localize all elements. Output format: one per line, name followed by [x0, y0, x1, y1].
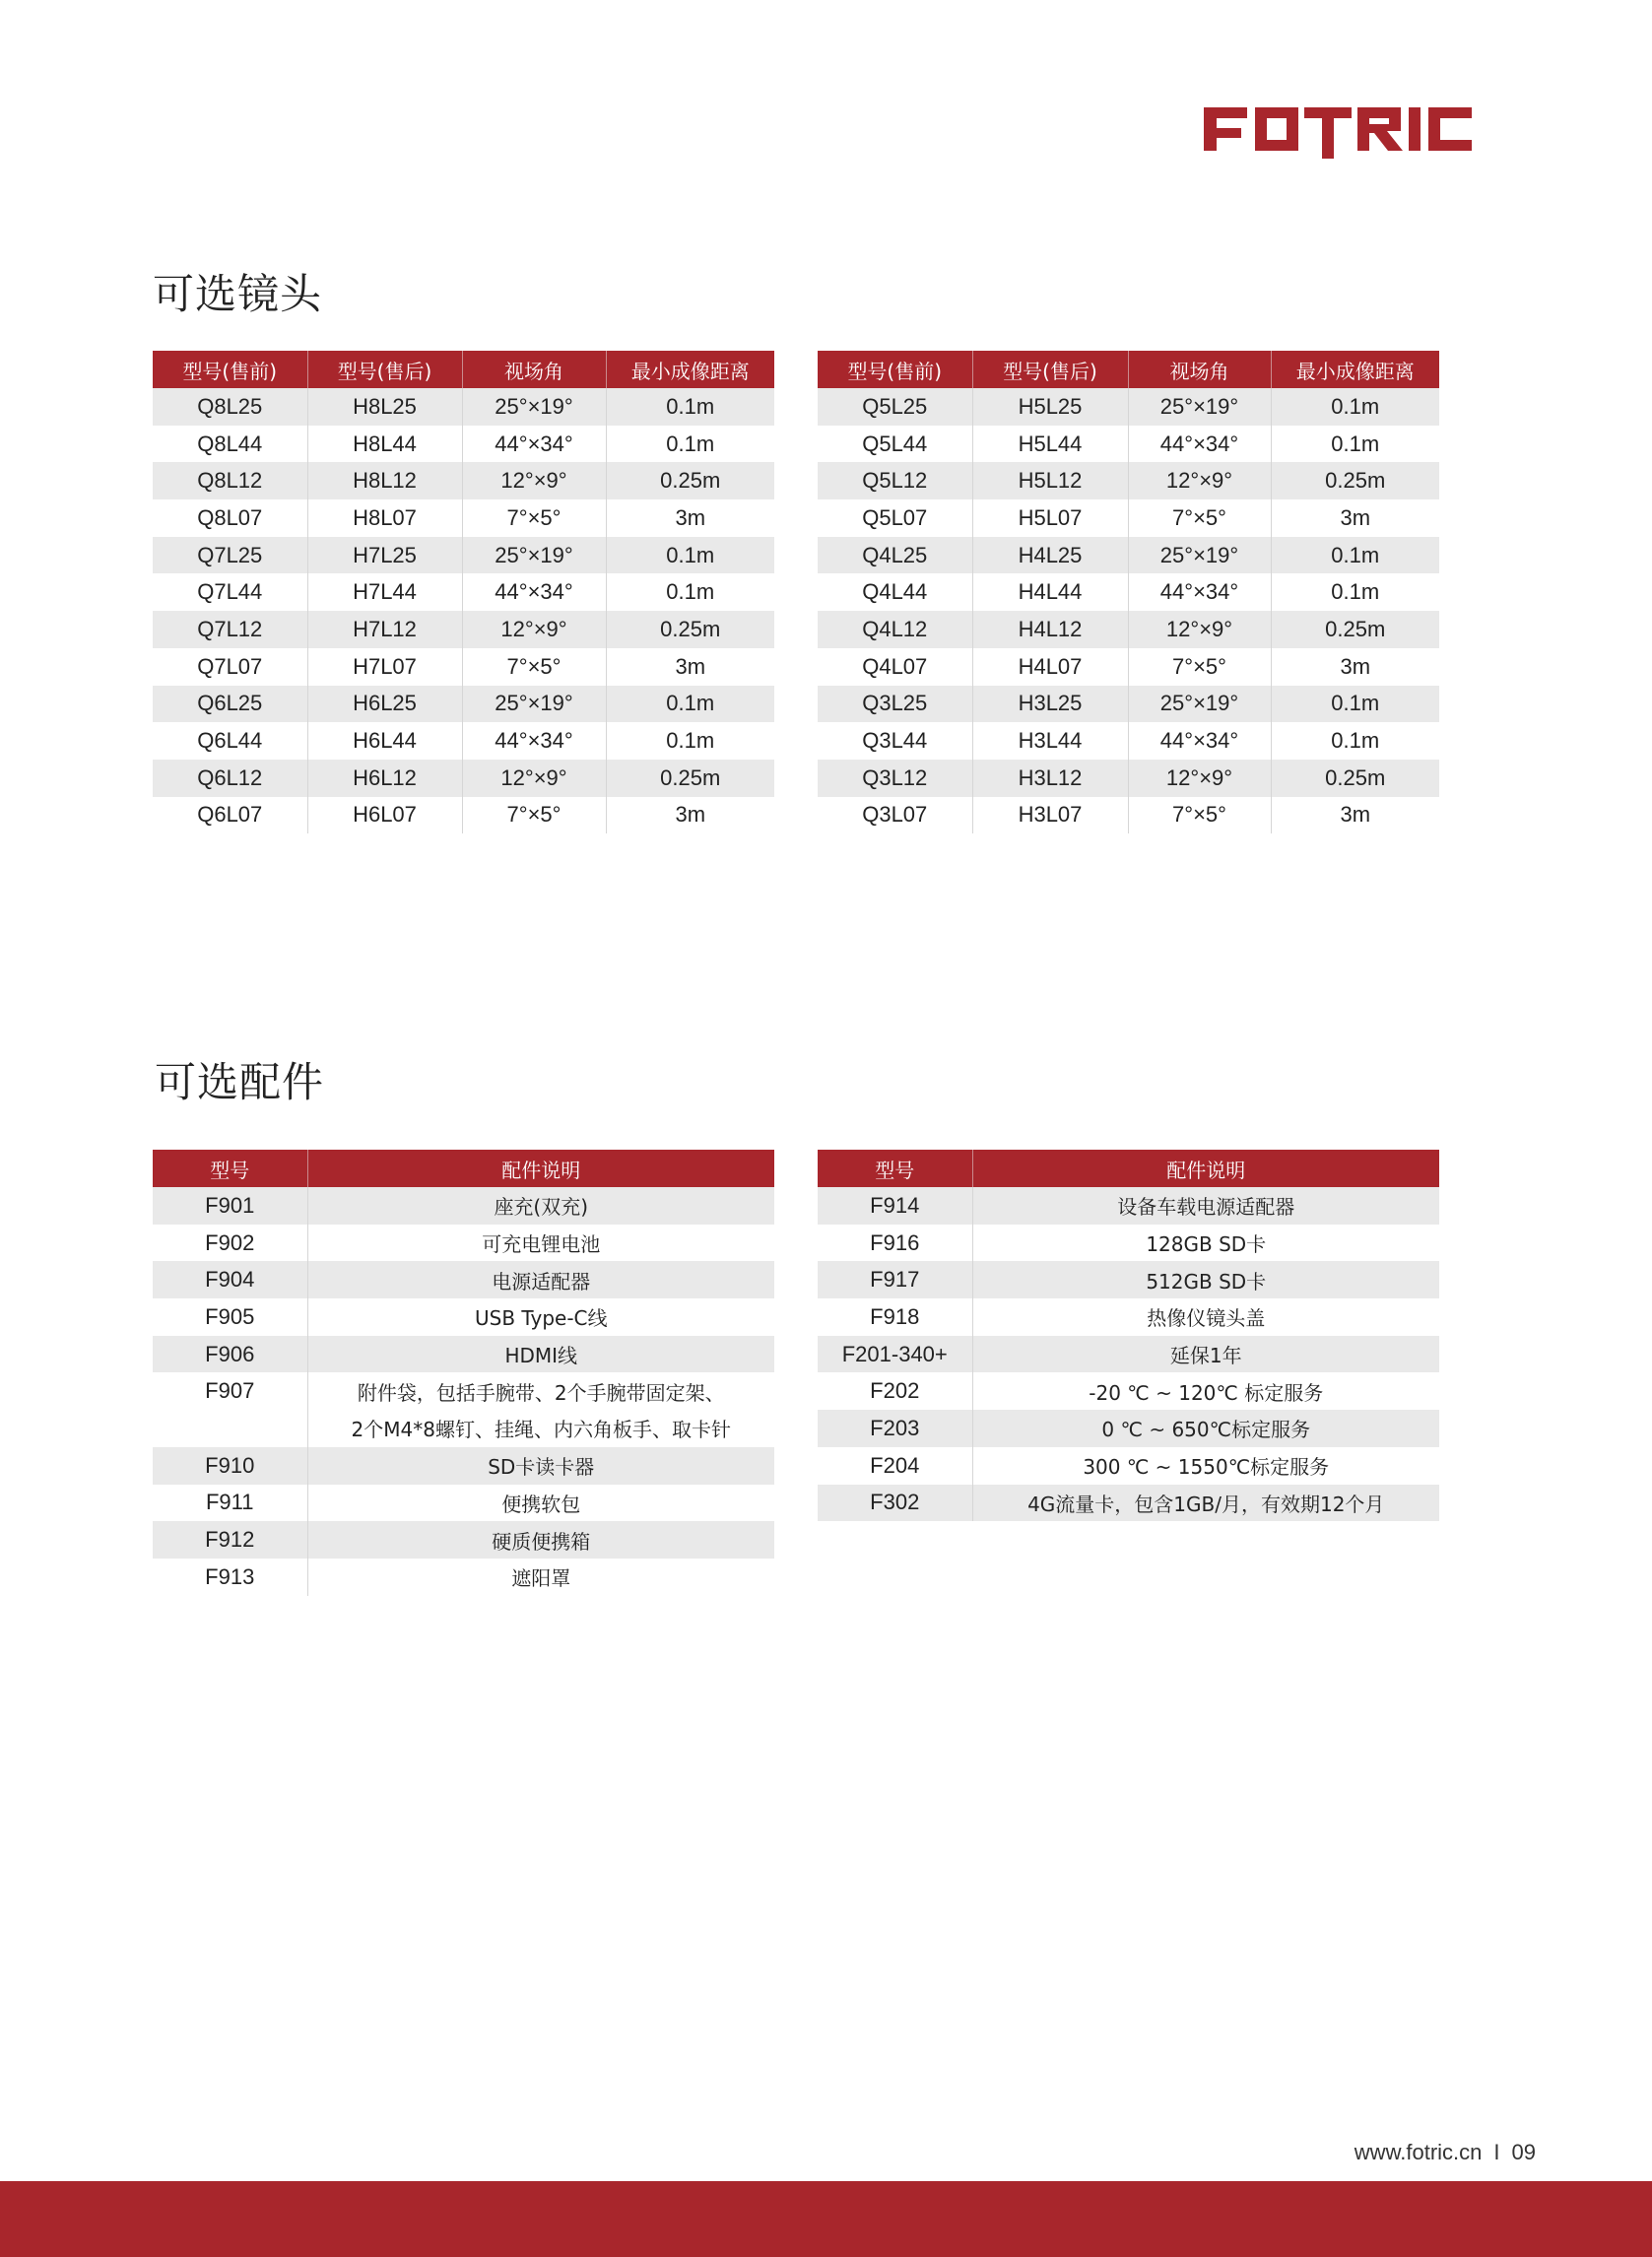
table-cell: 0.25m — [606, 611, 774, 648]
table-cell: 0.25m — [606, 760, 774, 797]
table-cell: H8L25 — [307, 388, 462, 426]
table-cell: Q6L25 — [153, 686, 307, 723]
table-cell: 12°×9° — [462, 611, 606, 648]
table-cell: 附件袋，包括手腕带、2个手腕带固定架、 — [307, 1372, 774, 1410]
accessory-table-left — [153, 1150, 774, 1596]
table-row — [818, 1187, 1439, 1225]
table-cell: 12°×9° — [462, 462, 606, 499]
table-row — [153, 388, 774, 426]
table-cell: Q5L12 — [818, 462, 972, 499]
table-cell: H3L12 — [972, 760, 1128, 797]
table-cell: Q3L12 — [818, 760, 972, 797]
table-cell: F918 — [818, 1298, 972, 1336]
table-cell: 128GB SD卡 — [972, 1225, 1439, 1262]
table-row — [818, 1447, 1439, 1485]
table-cell: 44°×34° — [462, 426, 606, 463]
table-cell: H4L12 — [972, 611, 1128, 648]
table-cell: 0.1m — [1271, 722, 1439, 760]
table-cell: Q5L44 — [818, 426, 972, 463]
table-cell: Q3L25 — [818, 686, 972, 723]
table-cell: F912 — [153, 1521, 307, 1559]
table-cell: Q8L07 — [153, 499, 307, 537]
table-cell: 0 ℃ ~ 650℃标定服务 — [972, 1410, 1439, 1447]
table-cell: 硬质便携箱 — [307, 1521, 774, 1559]
table-row — [153, 499, 774, 537]
table-cell: Q4L25 — [818, 537, 972, 574]
column-header: 型号(售前) — [818, 351, 972, 388]
table-cell: Q8L44 — [153, 426, 307, 463]
table-cell: H7L44 — [307, 573, 462, 611]
table-row — [153, 1298, 774, 1336]
table-cell: F901 — [153, 1187, 307, 1225]
table-cell: F203 — [818, 1410, 972, 1447]
table-cell: Q8L12 — [153, 462, 307, 499]
table-row — [818, 1298, 1439, 1336]
table-row — [818, 1372, 1439, 1410]
table-cell: 3m — [606, 499, 774, 537]
table-row — [153, 1261, 774, 1298]
table-cell: 25°×19° — [462, 686, 606, 723]
table-row — [818, 388, 1439, 426]
table-row — [153, 797, 774, 834]
column-header: 型号(售后) — [972, 351, 1128, 388]
table-cell: 座充(双充) — [307, 1187, 774, 1225]
table-cell: 延保1年 — [972, 1336, 1439, 1373]
table-cell: 12°×9° — [1128, 462, 1271, 499]
table-cell: F201-340+ — [818, 1336, 972, 1373]
table-cell: 0.1m — [606, 388, 774, 426]
table-row — [153, 722, 774, 760]
table-cell: H3L25 — [972, 686, 1128, 723]
column-header: 视场角 — [462, 351, 606, 388]
table-row — [153, 537, 774, 574]
accessory-section-title: 可选配件 — [155, 1058, 325, 1106]
table-cell: 0.25m — [1271, 760, 1439, 797]
table-row — [153, 1336, 774, 1373]
column-header: 视场角 — [1128, 351, 1271, 388]
table-cell: H4L07 — [972, 648, 1128, 686]
table-row — [818, 686, 1439, 723]
table-cell: 12°×9° — [1128, 760, 1271, 797]
table-cell: Q6L12 — [153, 760, 307, 797]
table-row — [818, 1225, 1439, 1262]
table-cell: F906 — [153, 1336, 307, 1373]
table-cell: 0.1m — [1271, 573, 1439, 611]
column-header: 型号 — [818, 1150, 972, 1187]
table-cell: 0.1m — [606, 686, 774, 723]
table-cell: 7°×5° — [1128, 648, 1271, 686]
column-header: 配件说明 — [307, 1150, 774, 1187]
table-cell: H5L44 — [972, 426, 1128, 463]
table-cell: Q7L12 — [153, 611, 307, 648]
table-cell: 设备车载电源适配器 — [972, 1187, 1439, 1225]
table-cell: SD卡读卡器 — [307, 1447, 774, 1485]
column-header: 配件说明 — [972, 1150, 1439, 1187]
table-row — [153, 1187, 774, 1225]
footer-separator: I — [1493, 2140, 1500, 2164]
table-row — [153, 760, 774, 797]
table-row — [818, 499, 1439, 537]
table-cell: 3m — [1271, 499, 1439, 537]
table-cell: 0.1m — [1271, 686, 1439, 723]
table-cell: F917 — [818, 1261, 972, 1298]
table-cell: 12°×9° — [462, 760, 606, 797]
table-cell: 44°×34° — [1128, 426, 1271, 463]
table-cell: Q6L44 — [153, 722, 307, 760]
table-cell: H8L07 — [307, 499, 462, 537]
column-header: 型号 — [153, 1150, 307, 1187]
table-cell: Q4L07 — [818, 648, 972, 686]
table-row — [153, 1521, 774, 1559]
table-row — [818, 722, 1439, 760]
table-cell: H8L44 — [307, 426, 462, 463]
table-cell: 3m — [1271, 648, 1439, 686]
table-row — [153, 462, 774, 499]
column-header: 最小成像距离 — [1271, 351, 1439, 388]
table-cell: H4L25 — [972, 537, 1128, 574]
table-row — [153, 426, 774, 463]
table-row — [153, 1372, 774, 1410]
page-footer — [1355, 2140, 1536, 2165]
table-cell: Q7L25 — [153, 537, 307, 574]
table-cell: 0.1m — [606, 426, 774, 463]
table-cell: 4G流量卡，包含1GB/月，有效期12个月 — [972, 1485, 1439, 1522]
table-cell: 0.1m — [1271, 537, 1439, 574]
website-link[interactable]: www.fotric.cn — [1354, 2140, 1483, 2164]
table-cell: 25°×19° — [1128, 537, 1271, 574]
page-number: 09 — [1511, 2140, 1536, 2164]
table-cell: Q4L44 — [818, 573, 972, 611]
table-cell: 0.1m — [1271, 426, 1439, 463]
table-cell: F905 — [153, 1298, 307, 1336]
table-cell: 7°×5° — [462, 797, 606, 834]
table-cell: Q6L07 — [153, 797, 307, 834]
table-cell: 可充电锂电池 — [307, 1225, 774, 1262]
table-cell: 7°×5° — [462, 499, 606, 537]
table-cell: 7°×5° — [1128, 797, 1271, 834]
column-header: 型号(售前) — [153, 351, 307, 388]
table-cell: 电源适配器 — [307, 1261, 774, 1298]
table-cell: 300 ℃ ~ 1550℃标定服务 — [972, 1447, 1439, 1485]
table-cell: 2个M4*8螺钉、挂绳、内六角板手、取卡针 — [307, 1410, 774, 1447]
table-row — [818, 648, 1439, 686]
fotric-logo — [1204, 101, 1486, 161]
table-cell: F204 — [818, 1447, 972, 1485]
table-cell: 0.25m — [1271, 462, 1439, 499]
table-row — [153, 573, 774, 611]
table-cell: 12°×9° — [1128, 611, 1271, 648]
table-cell: F914 — [818, 1187, 972, 1225]
table-cell: Q7L44 — [153, 573, 307, 611]
table-cell: F202 — [818, 1372, 972, 1410]
table-cell: 0.1m — [606, 722, 774, 760]
table-row — [818, 537, 1439, 574]
table-cell: 25°×19° — [462, 537, 606, 574]
table-row — [153, 1485, 774, 1522]
table-row — [818, 1485, 1439, 1522]
table-cell: 44°×34° — [1128, 722, 1271, 760]
lens-table-right — [818, 351, 1439, 833]
table-cell: H6L12 — [307, 760, 462, 797]
table-cell: Q4L12 — [818, 611, 972, 648]
table-cell: 3m — [1271, 797, 1439, 834]
table-row — [818, 797, 1439, 834]
table-row — [153, 686, 774, 723]
table-row — [153, 1225, 774, 1262]
lens-table-left — [153, 351, 774, 833]
table-cell: 0.1m — [1271, 388, 1439, 426]
table-cell: 44°×34° — [462, 573, 606, 611]
table-cell: 3m — [606, 797, 774, 834]
table-cell: H6L44 — [307, 722, 462, 760]
table-cell: H7L12 — [307, 611, 462, 648]
table-row — [818, 1336, 1439, 1373]
table-row — [153, 611, 774, 648]
table-cell: H4L44 — [972, 573, 1128, 611]
table-cell: HDMI线 — [307, 1336, 774, 1373]
table-cell: Q3L44 — [818, 722, 972, 760]
table-cell: Q5L07 — [818, 499, 972, 537]
table-cell: 25°×19° — [462, 388, 606, 426]
table-cell: -20 ℃ ~ 120℃ 标定服务 — [972, 1372, 1439, 1410]
table-cell: 512GB SD卡 — [972, 1261, 1439, 1298]
table-cell: 7°×5° — [1128, 499, 1271, 537]
table-cell: H5L07 — [972, 499, 1128, 537]
table-cell: H3L07 — [972, 797, 1128, 834]
table-cell: 7°×5° — [462, 648, 606, 686]
footer-bar — [0, 2181, 1652, 2257]
table-cell: 25°×19° — [1128, 686, 1271, 723]
table-cell: H6L07 — [307, 797, 462, 834]
accessory-table-right — [818, 1150, 1439, 1521]
table-cell: 遮阳罩 — [307, 1559, 774, 1596]
table-cell: 0.25m — [1271, 611, 1439, 648]
table-cell: H8L12 — [307, 462, 462, 499]
table-cell: F913 — [153, 1559, 307, 1596]
table-cell: H5L25 — [972, 388, 1128, 426]
table-cell: Q7L07 — [153, 648, 307, 686]
table-row — [818, 611, 1439, 648]
table-cell: F302 — [818, 1485, 972, 1522]
column-header: 最小成像距离 — [606, 351, 774, 388]
table-cell: 44°×34° — [462, 722, 606, 760]
table-cell: 25°×19° — [1128, 388, 1271, 426]
table-row — [153, 1410, 774, 1447]
table-row — [818, 426, 1439, 463]
table-cell: H5L12 — [972, 462, 1128, 499]
table-cell: Q5L25 — [818, 388, 972, 426]
table-cell: Q8L25 — [153, 388, 307, 426]
table-cell: H3L44 — [972, 722, 1128, 760]
table-cell: 0.1m — [606, 573, 774, 611]
lens-section-title: 可选镜头 — [153, 270, 323, 318]
table-cell: 热像仪镜头盖 — [972, 1298, 1439, 1336]
table-row — [818, 1410, 1439, 1447]
table-cell: F904 — [153, 1261, 307, 1298]
table-cell: F911 — [153, 1485, 307, 1522]
table-row — [153, 1559, 774, 1596]
table-cell: H6L25 — [307, 686, 462, 723]
table-row — [818, 760, 1439, 797]
table-cell: 3m — [606, 648, 774, 686]
table-row — [153, 648, 774, 686]
column-header: 型号(售后) — [307, 351, 462, 388]
table-cell: F907 — [153, 1372, 307, 1410]
table-cell: 0.25m — [606, 462, 774, 499]
table-cell: F910 — [153, 1447, 307, 1485]
table-row — [818, 573, 1439, 611]
table-row — [818, 1261, 1439, 1298]
table-cell: H7L07 — [307, 648, 462, 686]
table-row — [818, 462, 1439, 499]
table-cell: H7L25 — [307, 537, 462, 574]
table-row — [153, 1447, 774, 1485]
table-cell: 44°×34° — [1128, 573, 1271, 611]
table-cell: Q3L07 — [818, 797, 972, 834]
table-cell: F916 — [818, 1225, 972, 1262]
table-cell — [153, 1410, 307, 1447]
table-cell: 0.1m — [606, 537, 774, 574]
table-cell: F902 — [153, 1225, 307, 1262]
table-cell: 便携软包 — [307, 1485, 774, 1522]
table-cell: USB Type-C线 — [307, 1298, 774, 1336]
